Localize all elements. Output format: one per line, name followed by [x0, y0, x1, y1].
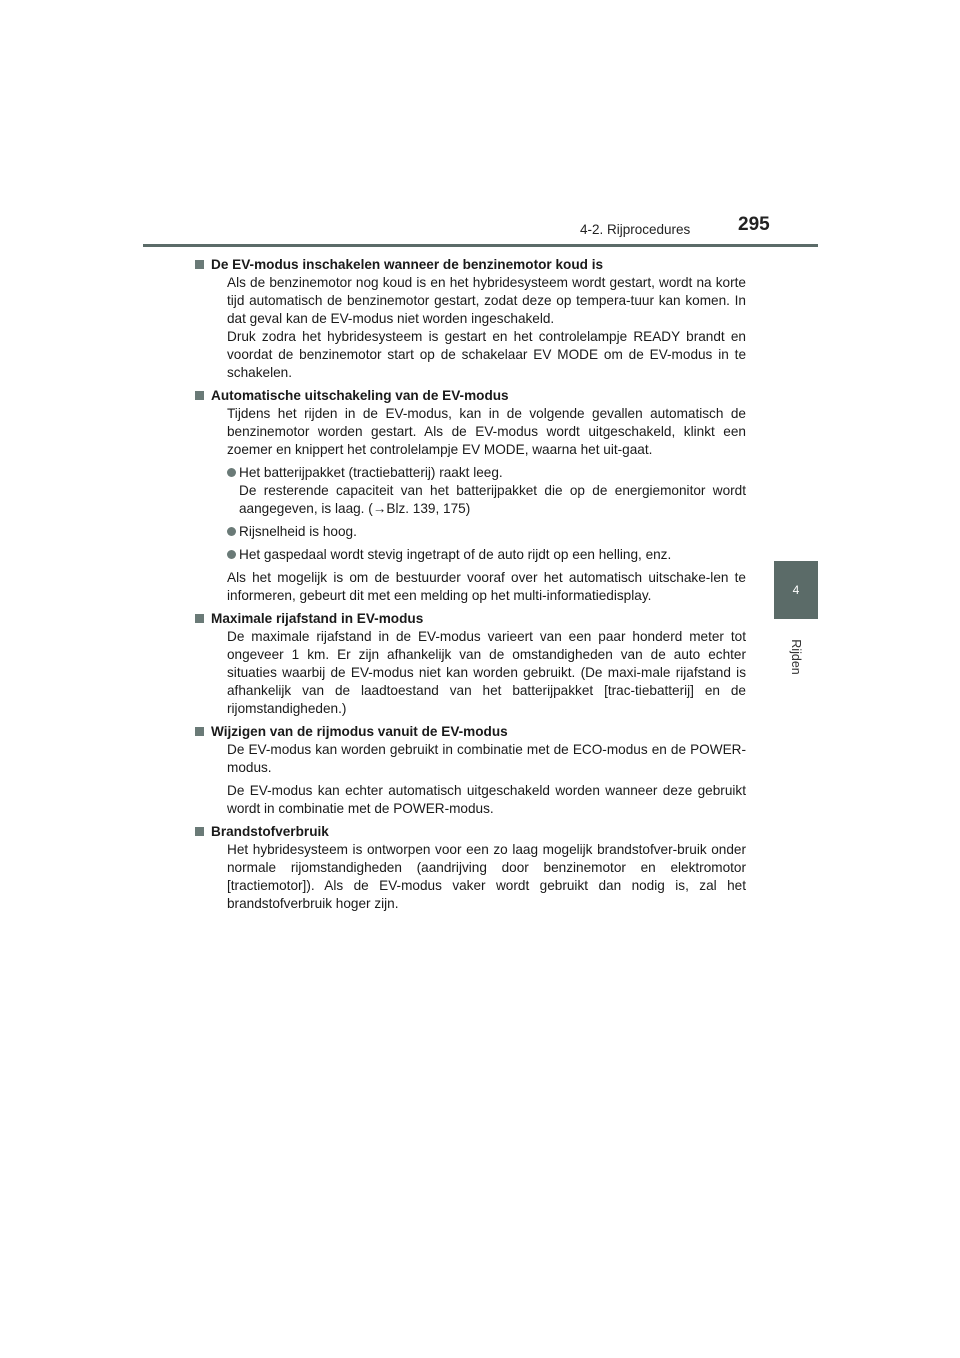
list-item: Rijsnelheid is hoog. [227, 523, 746, 541]
paragraph: Tijdens het rijden in de EV-modus, kan in de volgende gevallen automatisch de benzinemotor worden gestart. Als de EV-modus wordt uitgeschakeld, klinkt een zoemer en knippert het controlelampje EV MODE, waarna het uit-gaat. [227, 406, 746, 457]
paragraph: De EV-modus kan echter automatisch uitgeschakeld worden wanneer deze gebruikt wordt in combinatie met de POWER-modus. [227, 783, 746, 816]
paragraph: De maximale rijafstand in de EV-modus varieert van een paar honderd meter tot ongeveer 1 km. Er zijn afhankelijk van de omstandigheden van de auto echter situaties waarbij de EV-modus niet kan worden gebruikt. (De maxi-male rijafstand is afhankelijk van de laadtoestand van het batterijpakket [trac-tiebatterij] en de rijomstandigheden.) [227, 629, 746, 716]
list-item: Het gaspedaal wordt stevig ingetrapt of de auto rijdt op een helling, enz. [227, 546, 746, 564]
round-bullet-icon [227, 468, 236, 477]
section-heading: 4-2. Rijprocedures [580, 222, 691, 237]
chapter-tab: 4 [774, 561, 818, 619]
section-title: Wijzigen van de rijmodus vanuit de EV-modus [211, 723, 746, 741]
paragraph: Als de benzinemotor nog koud is en het hybridesysteem wordt gestart, wordt na korte tijd automatisch de benzinemotor gestart, zodat deze op tempera-tuur kan komen. In dat geval kan de EV-modus niet worden ingeschakeld. [227, 275, 746, 326]
paragraph: Druk zodra het hybridesysteem is gestart en het controlelampje READY brandt en voordat de benzinemotor start op de schakelaar EV MODE om de EV-modus in te schakelen. [227, 329, 746, 380]
section-title: De EV-modus inschakelen wanneer de benzinemotor koud is [211, 256, 746, 274]
round-bullet-icon [227, 527, 236, 536]
paragraph: Het hybridesysteem is ontworpen voor een zo laag mogelijk brandstofver-bruik onder normale rijomstandigheden (aandrijving door benzinemotor en elektromotor [tractiemotor]). Als de EV-modus vaker wordt gebruikt dan nodig is, zal het brandstofverbruik hoger zijn. [227, 842, 746, 911]
square-bullet-icon [195, 614, 204, 623]
square-bullet-icon [195, 391, 204, 400]
page-number: 295 [738, 214, 770, 235]
arrow-right-icon: → [372, 501, 387, 516]
paragraph: Als het mogelijk is om de bestuurder vooraf over het automatisch uitschake-len te informeren, gebeurt dit met een melding op het multi-informatiedisplay. [227, 570, 746, 603]
square-bullet-icon [195, 260, 204, 269]
header-divider [143, 244, 818, 247]
section-title: Brandstofverbruik [211, 823, 746, 841]
list-item: Het batterijpakket (tractiebatterij) raakt leeg. De resterende capaciteit van het batterijpakket die op de energiemonitor wordt aangegeven, is laag. (→Blz. 139, 175) [227, 464, 746, 518]
main-content [211, 256, 746, 913]
square-bullet-icon [195, 727, 204, 736]
square-bullet-icon [195, 827, 204, 836]
chapter-label: Rijden [789, 639, 803, 675]
section-title: Maximale rijafstand in EV-modus [211, 610, 746, 628]
round-bullet-icon [227, 550, 236, 559]
paragraph: De EV-modus kan worden gebruikt in combinatie met de ECO-modus en de POWER-modus. [227, 742, 746, 775]
section-title: Automatische uitschakeling van de EV-modus [211, 387, 746, 405]
